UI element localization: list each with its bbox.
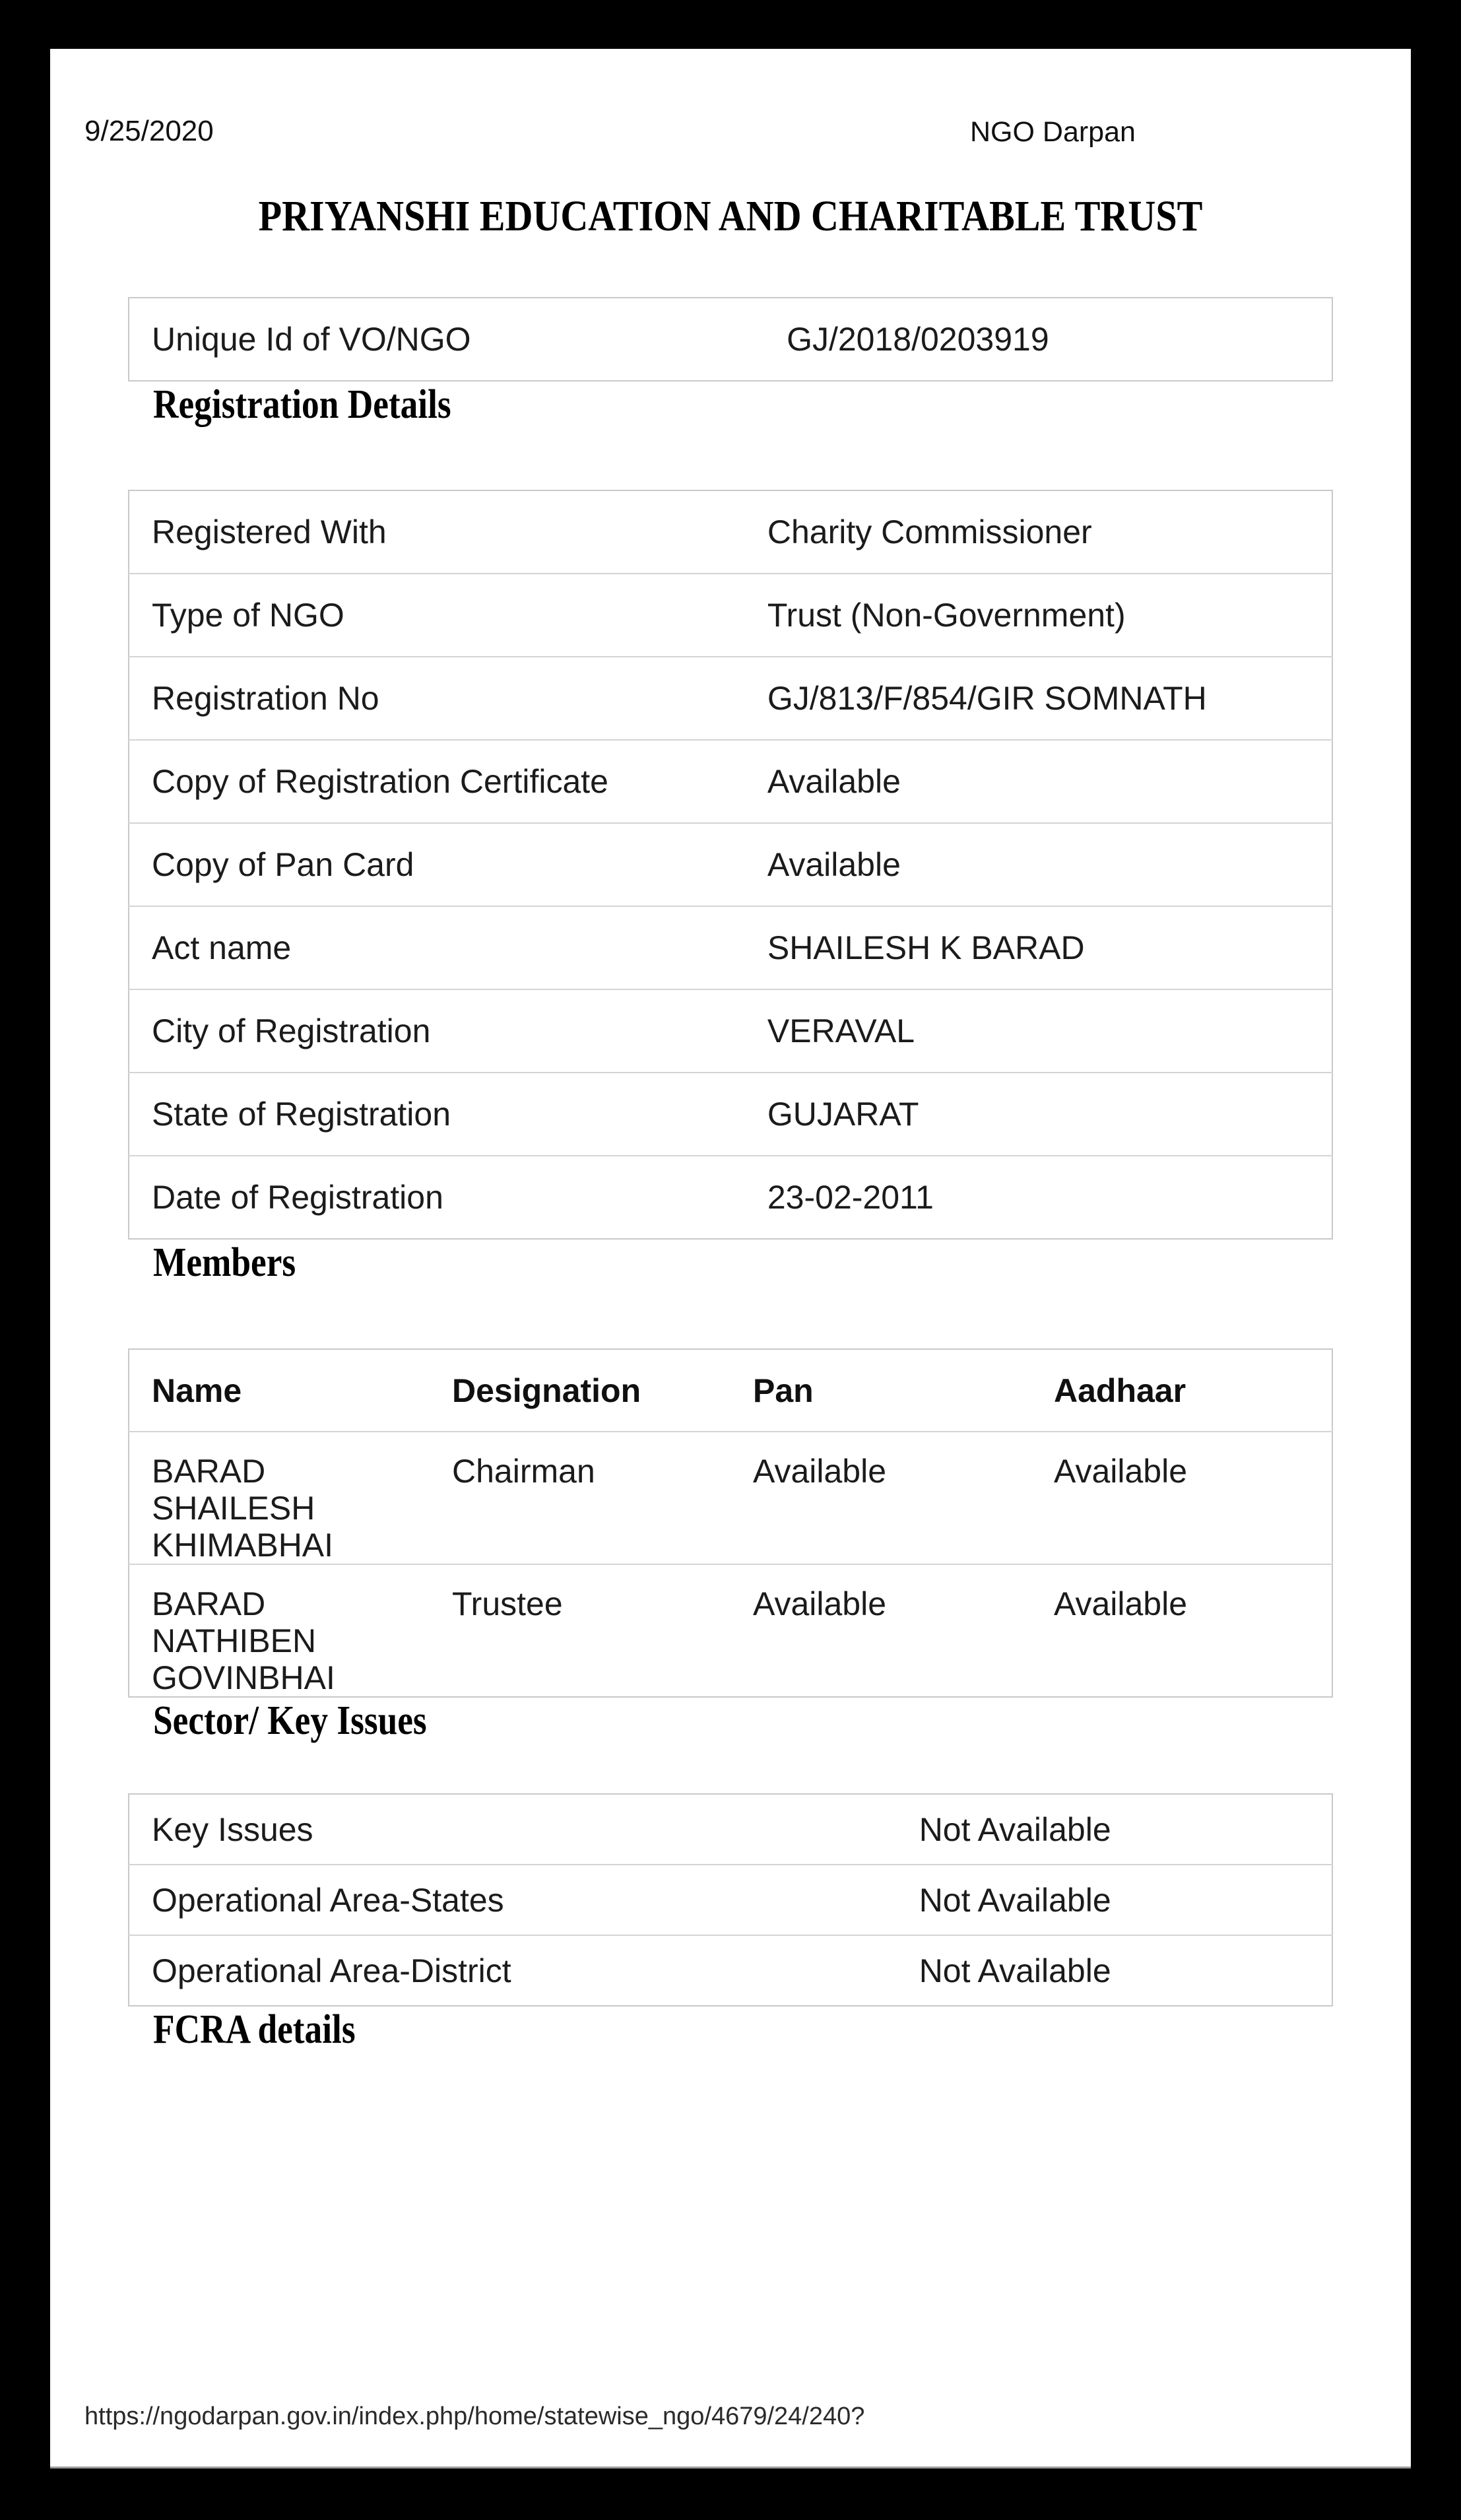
member-pan: Available [753, 1453, 887, 1490]
members-table [128, 1348, 1333, 1698]
row-label: Copy of Pan Card [152, 846, 414, 883]
document-page [50, 49, 1411, 2469]
unique-id-table [128, 297, 1333, 381]
member-aadhaar: Available [1054, 1453, 1188, 1490]
row-value: SHAILESH K BARAD [767, 929, 1085, 966]
column-header-designation: Designation [452, 1372, 641, 1409]
table-row [129, 657, 1332, 740]
row-value: 23-02-2011 [767, 1178, 934, 1216]
print-date: 9/25/2020 [84, 115, 214, 147]
row-label: Registration No [152, 679, 379, 717]
row-label: Operational Area-District [152, 1952, 511, 1989]
row-label: Operational Area-States [152, 1881, 504, 1919]
row-value: Not Available [919, 1810, 1111, 1848]
table-row [129, 823, 1332, 906]
print-footer-url: https://ngodarpan.gov.in/index.php/home/statewise_ngo/4679/24/240? [84, 2403, 865, 2430]
row-value: Charity Commissioner [767, 513, 1092, 550]
row-value: Available [767, 846, 901, 883]
table-row [129, 1432, 1332, 1564]
table-row [129, 1794, 1332, 1865]
table-row [129, 1564, 1332, 1697]
row-value: GJ/2018/0203919 [787, 320, 1049, 358]
row-label: Act name [152, 929, 292, 966]
member-aadhaar: Available [1054, 1585, 1188, 1623]
member-designation: Chairman [452, 1453, 595, 1490]
member-pan: Available [753, 1585, 887, 1623]
registration-details-heading: Registration Details [153, 381, 451, 427]
members-heading: Members [153, 1240, 296, 1285]
row-value: VERAVAL [767, 1012, 915, 1049]
table-row [129, 740, 1332, 823]
table-row [129, 298, 1332, 381]
table-row [129, 1865, 1332, 1935]
table-header-row [129, 1349, 1332, 1432]
row-label: Key Issues [152, 1810, 313, 1848]
row-label: Registered With [152, 513, 387, 550]
table-row [129, 574, 1332, 657]
row-label: State of Registration [152, 1095, 451, 1133]
table-row [129, 989, 1332, 1073]
sector-key-issues-heading: Sector/ Key Issues [153, 1698, 427, 1744]
row-label: Date of Registration [152, 1178, 443, 1216]
sector-key-issues-table [128, 1793, 1333, 2006]
row-label: City of Registration [152, 1012, 431, 1049]
member-name: BARAD NATHIBEN GOVINBHAI [152, 1585, 335, 1697]
table-row [129, 906, 1332, 989]
column-header-aadhaar: Aadhaar [1054, 1372, 1186, 1409]
row-label: Copy of Registration Certificate [152, 762, 608, 800]
column-header-name: Name [152, 1372, 242, 1409]
page-content [50, 193, 1411, 2054]
ngo-title: PRIYANSHI EDUCATION AND CHARITABLE TRUST [258, 192, 1203, 240]
registration-details-table [128, 490, 1333, 1240]
row-value: Available [767, 762, 901, 800]
table-row [129, 1156, 1332, 1239]
member-name: BARAD SHAILESH KHIMABHAI [152, 1453, 334, 1564]
table-row [129, 1935, 1332, 2006]
column-header-pan: Pan [753, 1372, 814, 1409]
row-label: Type of NGO [152, 596, 344, 634]
member-designation: Trustee [452, 1585, 563, 1623]
table-row [129, 1073, 1332, 1156]
row-value: GUJARAT [767, 1095, 919, 1133]
row-value: GJ/813/F/854/GIR SOMNATH [767, 679, 1207, 717]
row-value: Not Available [919, 1952, 1111, 1989]
row-value: Not Available [919, 1881, 1111, 1919]
page-header-title: NGO Darpan [970, 116, 1136, 148]
fcra-details-heading: FCRA details [153, 2007, 356, 2053]
row-label: Unique Id of VO/NGO [152, 320, 471, 358]
row-value: Trust (Non-Government) [767, 596, 1126, 634]
table-row [129, 490, 1332, 574]
